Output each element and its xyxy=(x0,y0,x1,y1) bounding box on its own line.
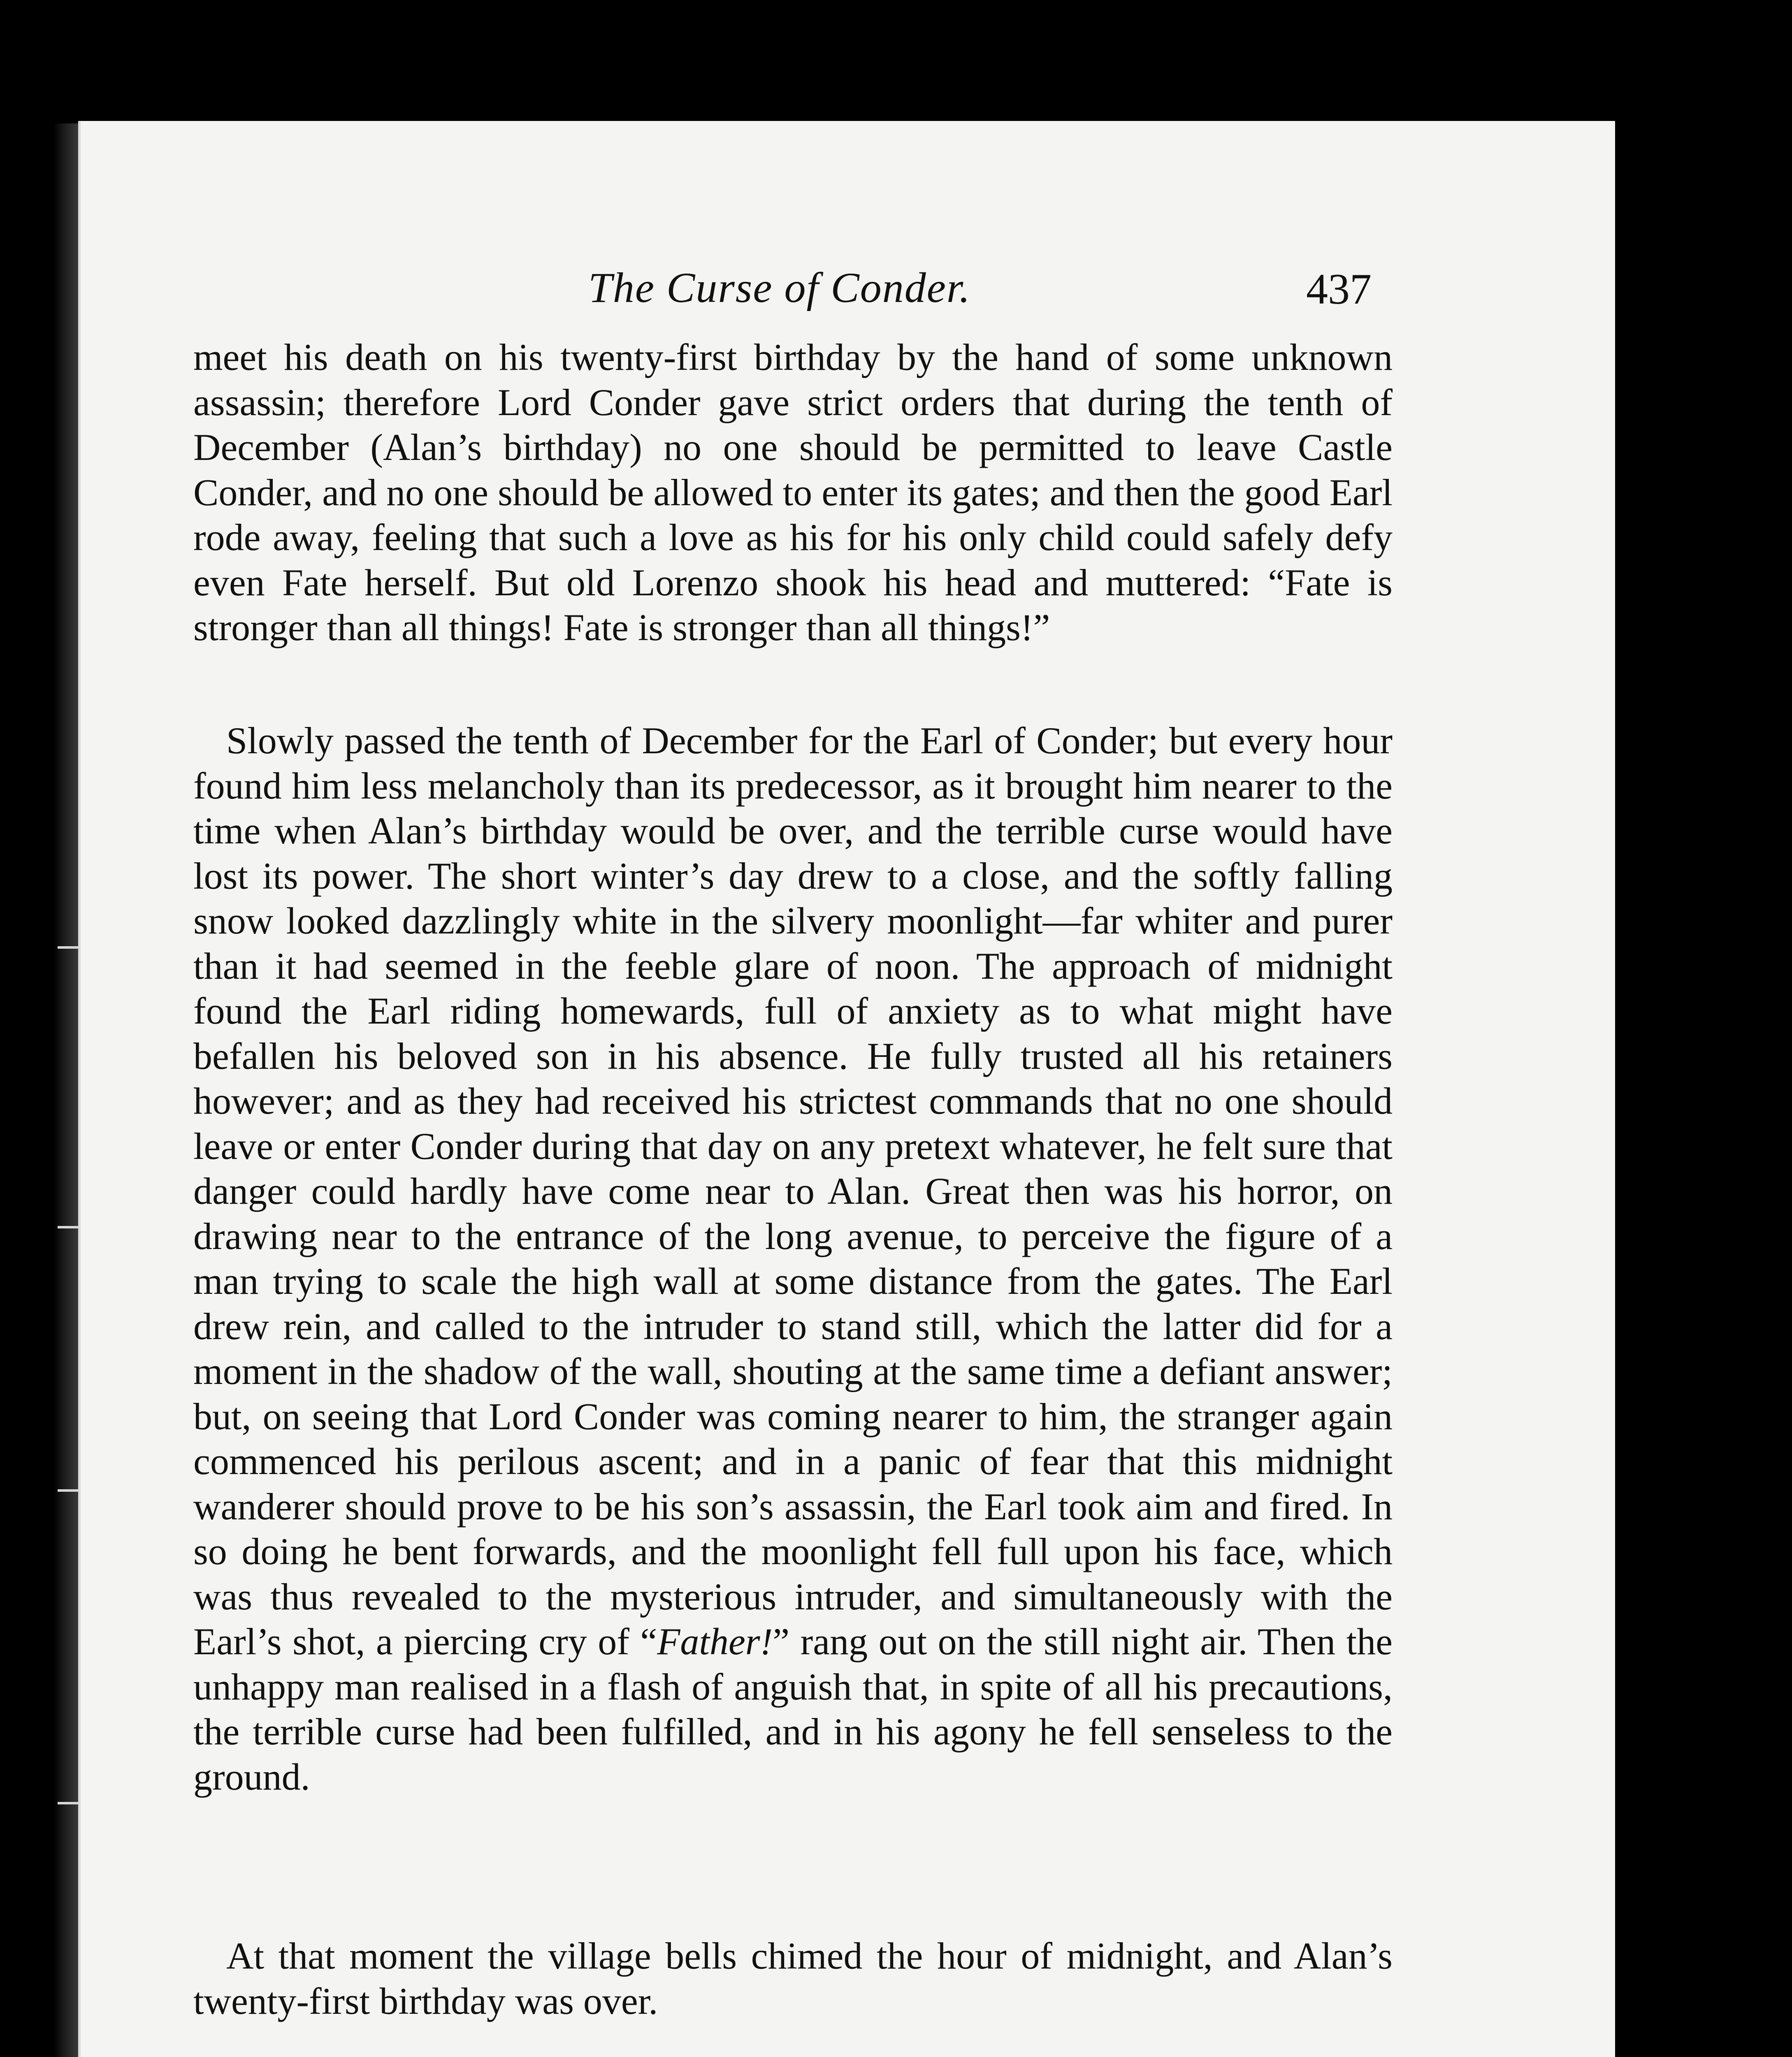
paragraph-3 xyxy=(193,1934,1393,2024)
paragraph-2-before: Slowly passed the tenth of December for the Earl of Conder; but every hour found him less melancholy than its predecessor, as it brought him nearer to the time when Alan’s birthday would be over, and the terrible curse would have lost its power. The short winter’s day drew to a close, and the softly falling snow looked dazzlingly white in the silvery moonlight—far whiter and purer than it had seemed in the feeble glare of noon. The approach of midnight found the Earl riding homewards, full of anxiety as to what might have befallen his beloved son in his absence. He fully trusted all his retainers however; and as they had received his strictest commands that no one should leave or enter Conder during that day on any pretext whatever, he felt sure that danger could hardly have come near to Alan. Great then was his horror, on drawing near to the entrance of the long avenue, to perceive the figure of a man trying to scale the high wall at some distance from the gates. The Earl drew rein, and called to the intruder to stand still, which the latter did for a moment in the shadow of the wall, shouting at the same time a defiant answer; but, on seeing that Lord Conder was coming nearer to him, the stranger again commenced his perilous ascent; and in a panic of fear that this midnight wanderer should prove to be his son’s assassin, the Earl took aim and fired. In so doing he bent forwards, and the moonlight fell full upon his face, which was thus revealed to the mysterious intruder, and simultaneously with the Earl’s shot, a piercing cry of “ xyxy=(193,720,1393,1662)
paragraph-2 xyxy=(193,718,1393,1799)
paragraph-3-text: At that moment the village bells chimed the hour of midnight, and Alan’s twenty-first birthday was over. xyxy=(193,1935,1393,2022)
italic-exclamation: Father! xyxy=(657,1621,773,1662)
page-number: 437 xyxy=(1306,265,1372,313)
paragraph-1-text: meet his death on his twenty-first birthday by the hand of some unknown assassin; therefore Lord Conder gave strict orders that during the tenth of December (Alan’s birthday) no one should be permitted to leave Castle Conder, and no one should be allowed to enter its gates; and then the good Earl rode away, feeling that such a love as his for his only child could safely defy even Fate herself. But old Lorenzo shook his head and muttered: “Fate is stronger than all things! Fate is stronger than all things!” xyxy=(193,336,1393,648)
paragraph-2-after: ” rang out on the still night air. Then the unhappy man realised in a flash of anguish that, in spite of all his precautions, the terrible curse had been fulfilled, and in his agony he fell senseless to the ground. xyxy=(193,1621,1393,1798)
paragraph-2-text xyxy=(193,718,1393,1799)
book-spine xyxy=(53,123,78,2057)
paragraph-1 xyxy=(193,335,1393,650)
running-title: The Curse of Conder. xyxy=(588,264,971,311)
